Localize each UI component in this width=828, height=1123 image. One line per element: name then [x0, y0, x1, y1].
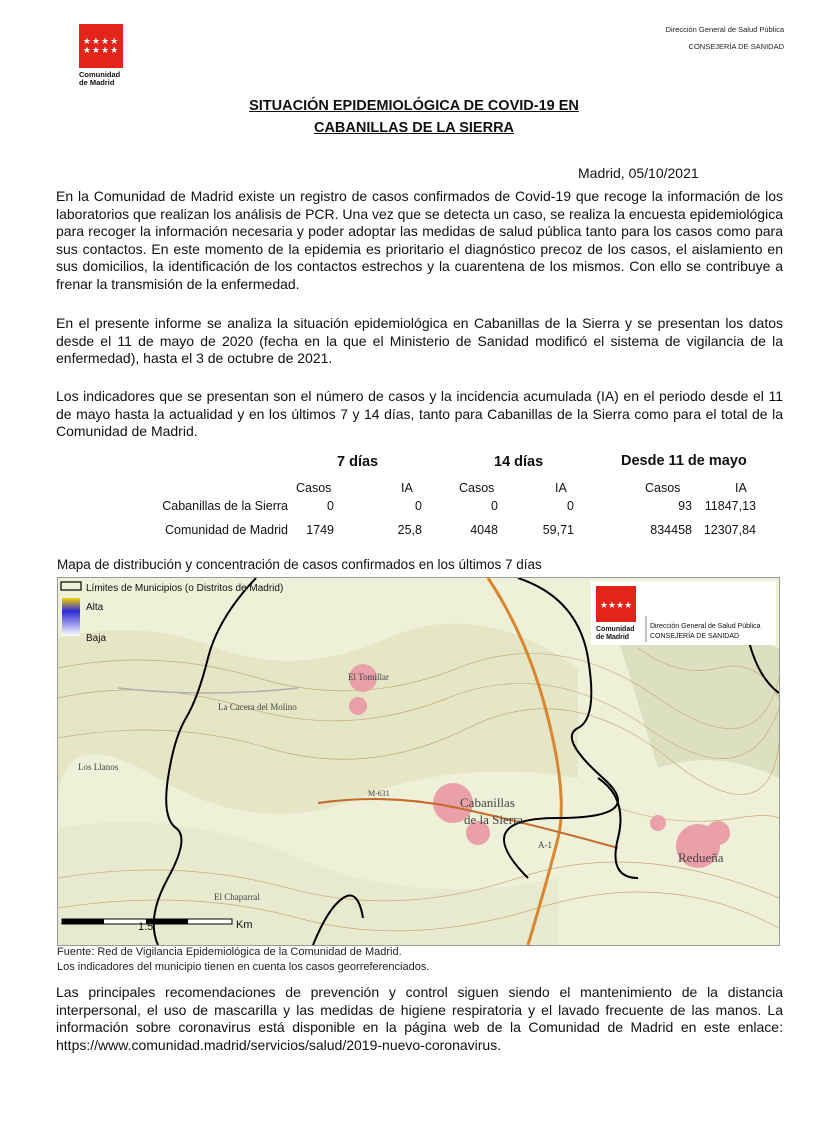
- inset-org-2: CONSEJERÍA DE SANIDAD: [650, 633, 740, 640]
- place-label: Los Llanos: [78, 762, 119, 772]
- town-label: Cabanillas: [460, 795, 515, 810]
- group-14-days: 14 días: [494, 454, 544, 470]
- legend-heat-scale: [62, 598, 80, 636]
- paragraph-recommendations: Las principales recomendaciones de prevención y control siguen siendo el mantenimiento de la distancia interpersonal, el uso de mascarilla y las medidas de higiene respiratoria y el lavado frecuente de las manos. La información sobre coronavirus está disponible en la página web de la Comunidad de Madrid en este enlace: https://www.comunidad.madrid/servicios/salud/2019-nuevo-coronavirus.: [56, 984, 783, 1053]
- col-ia-14: IA: [555, 481, 567, 495]
- place-label: El Chaparral: [214, 892, 260, 902]
- inset-logo-text: Comunidad: [596, 626, 635, 633]
- page-title: SITUACIÓN EPIDEMIOLÓGICA DE COVID-19 EN CABANILLAS DE LA SIERRA: [249, 98, 579, 136]
- legend-low-label: Baja: [86, 633, 107, 644]
- cell-ia-7: 0: [415, 499, 422, 513]
- org-line-2: CONSEJERÍA DE SANIDAD: [688, 42, 784, 51]
- legend-high-label: Alta: [86, 602, 104, 613]
- cell-ia-7: 25,8: [397, 523, 422, 537]
- road-label: M-631: [368, 789, 390, 798]
- cell-ia-may: 12307,84: [703, 523, 756, 537]
- place-label: La Cacera del Molino: [218, 702, 297, 712]
- group-since-may: Desde 11 de mayo: [621, 453, 747, 469]
- report-date: Madrid, 05/10/2021: [578, 165, 699, 181]
- cell-ia-14: 0: [567, 499, 574, 513]
- logo-stars-icon: ★★★★ ★★★★: [79, 24, 123, 68]
- town-label: de la Sierra: [464, 812, 524, 827]
- cell-ia-may: 11847,13: [704, 499, 756, 513]
- col-ia-7: IA: [401, 481, 413, 495]
- scale-label: 1.5: [138, 921, 154, 933]
- map-inset-logo: [591, 581, 776, 645]
- inset-logo-text: de Madrid: [596, 634, 630, 641]
- paragraph-intro: En la Comunidad de Madrid existe un registro de casos confirmados de Covid-19 que recoge la información de los laboratorios que realizan los análisis de PCR. Una vez que se detecta un caso, se realiza la encuesta epidemiológica para recoger la información necesaria y poder adoptar las medidas de salud pública tanto para los casos como para sus contactos. En este momento de la epidemia es prioritario el diagnóstico precoz de los casos, el aislamiento en sus domicilios, la identificación de los contactos estrechos y la cuarentena de los mismos. Con ello se contribuye a frenar la transmisión de la enfermedad.: [56, 188, 783, 292]
- cell-casos-14: 4048: [470, 523, 498, 537]
- col-casos-14: Casos: [459, 481, 495, 495]
- col-casos-7: Casos: [296, 481, 332, 495]
- cell-casos-7: 1749: [306, 523, 334, 537]
- cell-casos-7: 0: [327, 499, 334, 513]
- distribution-map: [57, 577, 780, 946]
- cell-casos-may: 93: [678, 499, 692, 513]
- town-label: El Tomillar: [348, 672, 389, 682]
- source-note: Fuente: Red de Vigilancia Epidemiológica de la Comunidad de Madrid.: [57, 946, 402, 958]
- cell-ia-14: 59,71: [542, 523, 574, 537]
- org-line-1: Dirección General de Salud Pública: [665, 25, 784, 34]
- highway-label: A-1: [538, 840, 552, 850]
- map-caption: Mapa de distribución y concentración de casos confirmados en los últimos 7 días: [57, 557, 542, 572]
- cell-casos-may: 834458: [650, 523, 692, 537]
- inset-logo-stars: ★★★★: [599, 600, 633, 610]
- town-label: Redueña: [678, 850, 724, 865]
- group-7-days: 7 días: [337, 454, 379, 470]
- row-name: Cabanillas de la Sierra: [162, 499, 288, 513]
- col-casos-may: Casos: [645, 481, 681, 495]
- map-svg: [58, 578, 779, 945]
- scale-unit: Km: [236, 919, 253, 931]
- paragraph-scope: En el presente informe se analiza la situación epidemiológica en Cabanillas de la Sierra y se presentan los datos desde el 11 de mayo de 2020 (fecha en la que el Ministerio de Sanidad modificó el sistema de vigilancia de la enfermedad), hasta el 3 de octubre de 2021.: [56, 315, 783, 367]
- cell-casos-14: 0: [491, 499, 498, 513]
- col-ia-may: IA: [735, 481, 747, 495]
- row-name: Comunidad de Madrid: [165, 523, 288, 537]
- inset-org-1: Dirección General de Salud Pública: [650, 623, 761, 630]
- comunidad-madrid-logo: [79, 24, 125, 87]
- logo-text: Comunidad de Madrid: [79, 70, 121, 87]
- paragraph-indicators: Los indicadores que se presentan son el número de casos y la incidencia acumulada (IA) en el periodo desde el 11 de mayo hasta la actualidad y en los últimos 7 y 14 días, tanto para Cabanillas de la Sierra como para el total de la Comunidad de Madrid.: [56, 388, 783, 440]
- legend-limits-label: Límites de Municipios (o Distritos de Madrid): [86, 583, 284, 594]
- source-note-geo: Los indicadores del municipio tienen en cuenta los casos georreferenciados.: [57, 961, 430, 973]
